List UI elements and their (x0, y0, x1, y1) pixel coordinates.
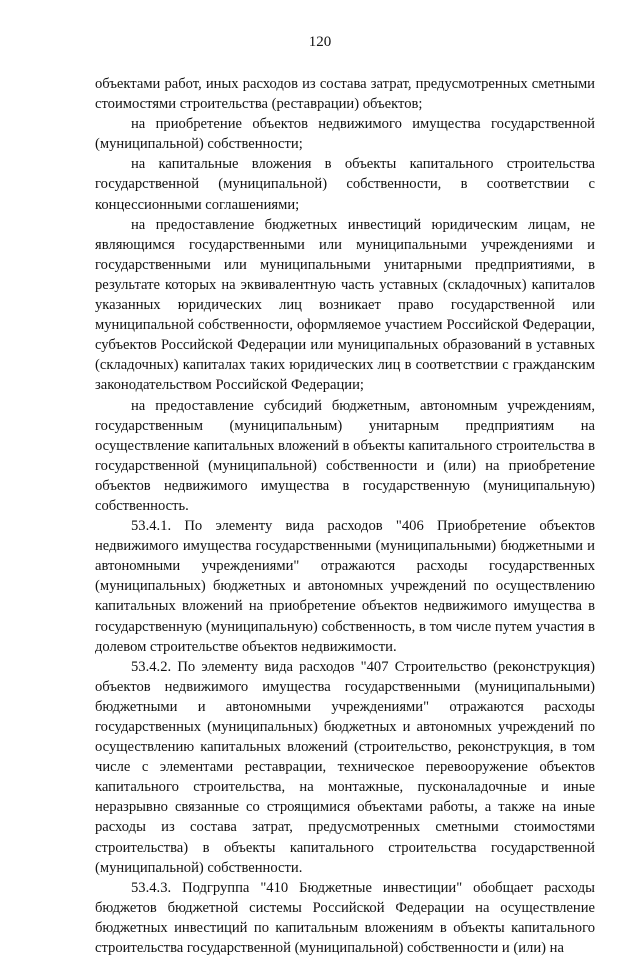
page-number: 120 (308, 34, 332, 50)
document-body (95, 74, 595, 958)
paragraph-53-4-2: 53.4.2. По элементу вида расходов "407 Строительство (реконструкция) объектов недвижимого имущества государственными (муниципальными) бюджетными и автономными учреждениями" отражаются расходы государственных (муниципальных) бюджетных и автономных учреждений по осуществлению капитальных вложений (строительство, реконструкция, в том числе с элементами реставрации, техническое перевооружение объектов капитального строительства, на монтажные, пусконаладочные и иные неразрывно связанные со строящимися объектами работы, а также на иные расходы из состава затрат, предусмотренных сметными стоимостями строительства) в объекты капитального строительства государственной (муниципальной) собственности. (95, 658, 595, 876)
paragraph-subsidies: на предоставление субсидий бюджетным, автономным учреждениям, государственным (муниципальным) унитарным предприятиям на осуществление капитальных вложений в объекты капитального строительства в государственной (муниципальной) собственности и (или) на приобретение объектов недвижимого имущества в государственную (муниципальную) собственность. (95, 397, 595, 514)
paragraph-53-4-3: 53.4.3. Подгруппа "410 Бюджетные инвестиции" обобщает расходы бюджетов бюджетной системы Российской Федерации на осуществление бюджетных инвестиций по капитальным вложениям в объекты капитального строительства государственной (муниципальной) собственности и (или) на (95, 879, 595, 957)
paragraph-legal-entity-investments: на предоставление бюджетных инвестиций юридическим лицам, не являющимся государственными или муниципальными учреждениями и государственными или муниципальными унитарными предприятиями, в результате которых на эквивалентную часть уставных (складочных) капиталов указанных юридических лиц возникает право государственной или муниципальной собственности, оформляемое участием Российской Федерации, субъектов Российской Федерации или муниципальных образований в уставных (складочных) капиталах таких юридических лиц в соответствии с гражданским законодательством Российской Федерации; (95, 216, 595, 394)
paragraph-concession-investments: на капитальные вложения в объекты капитального строительства государственной (муниципальной) собственности, в соответствии с концессионными соглашениями; (95, 156, 595, 213)
paragraph-continuation: объектами работ, иных расходов из состава затрат, предусмотренных сметными стоимостями строительства (реставрации) объектов; (95, 76, 595, 113)
paragraph-real-estate-acquisition: на приобретение объектов недвижимого имущества государственной (муниципальной) собственности; (95, 116, 595, 153)
paragraph-53-4-1: 53.4.1. По элементу вида расходов "406 Приобретение объектов недвижимого имущества государственными (муниципальными) бюджетными и автономными учреждениями" отражаются расходы государственных (муниципальных) бюджетных и автономных учреждений по осуществлению капитальных вложений на приобретение объектов недвижимого имущества в государственную (муниципальную) собственность, в том числе путем участия в долевом строительстве объектов недвижимости. (95, 518, 595, 655)
